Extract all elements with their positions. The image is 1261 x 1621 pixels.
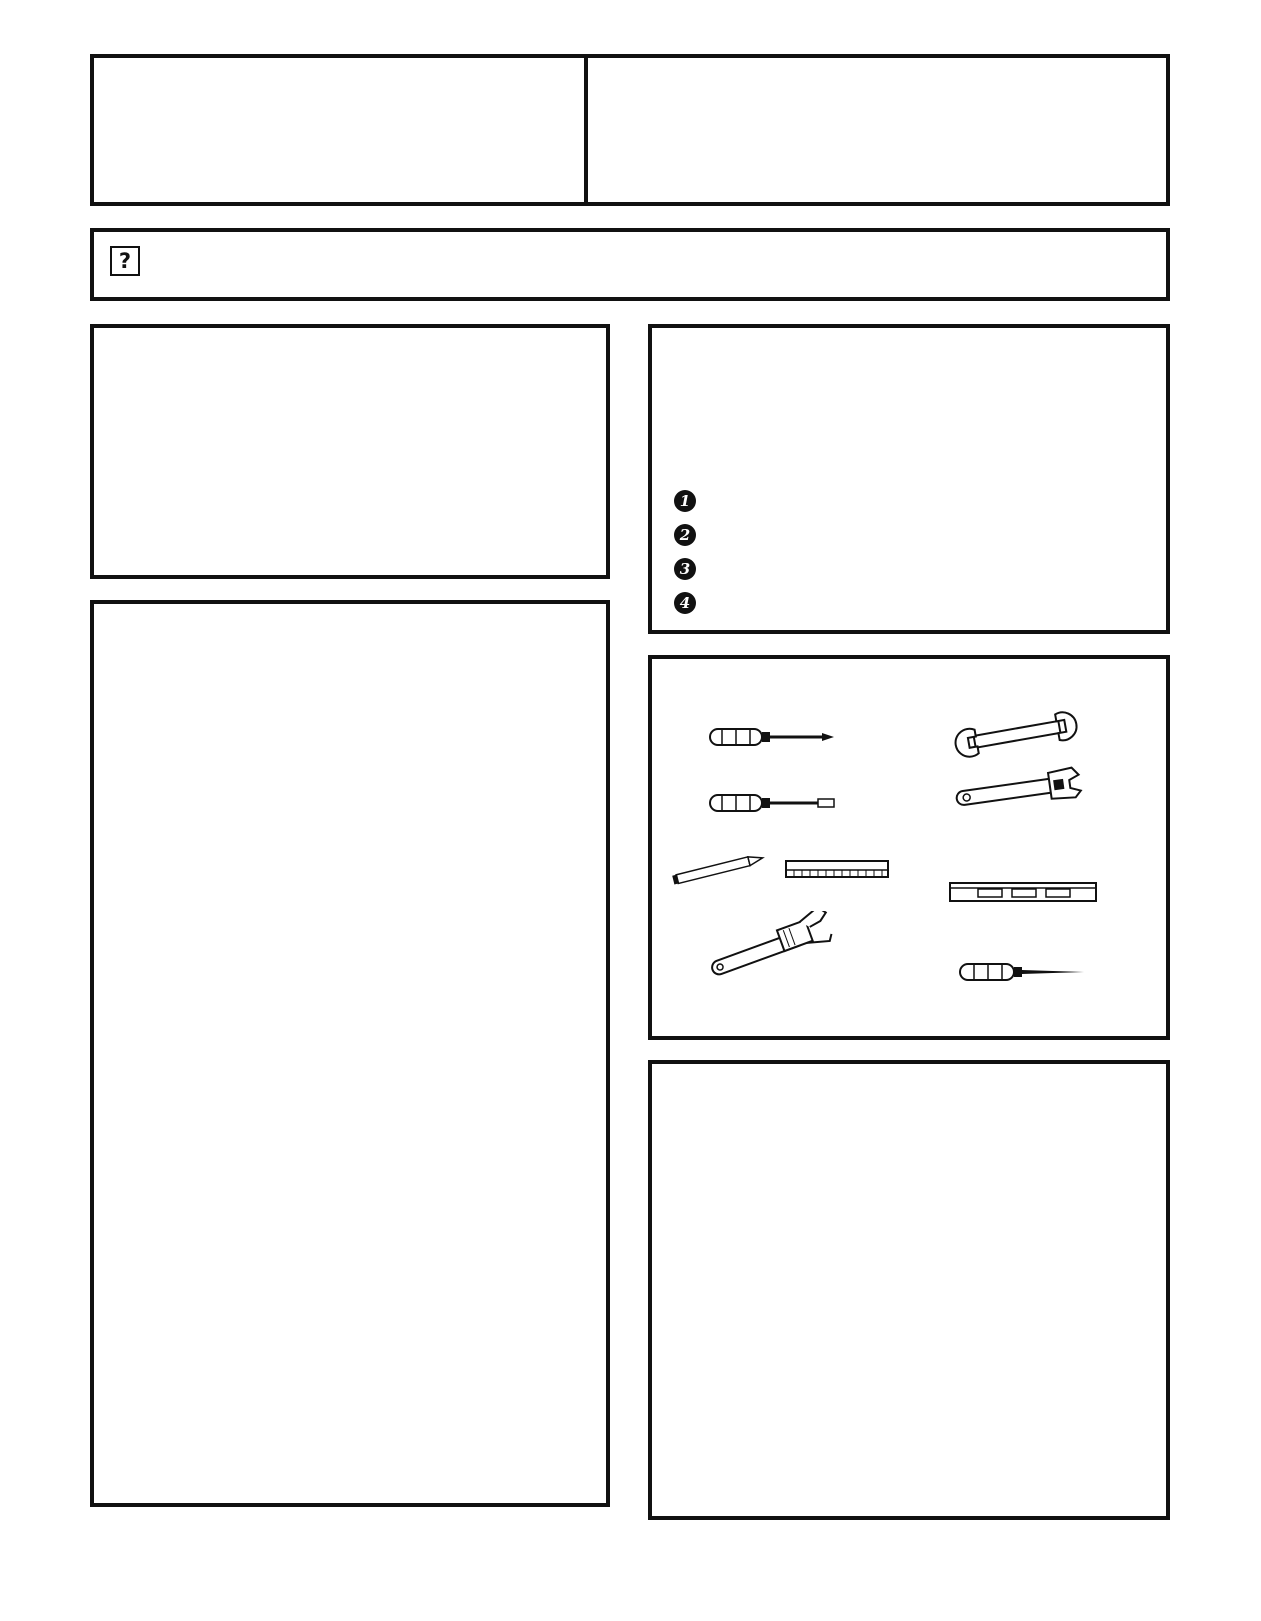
- pencil-icon: [670, 849, 770, 889]
- pipe-wrench-icon: [702, 911, 842, 981]
- questions-bar: [90, 228, 1170, 301]
- tools-panel: [648, 655, 1170, 1040]
- header-left-panel: [90, 54, 588, 206]
- awl-icon: [958, 959, 1088, 985]
- ruler-icon: [784, 859, 892, 881]
- open-end-wrench-icon: [954, 709, 1084, 759]
- step-2-icon: 2: [674, 524, 696, 546]
- step-3-icon: 3: [674, 558, 696, 580]
- flat-screwdriver-icon: [708, 789, 838, 817]
- step-1-icon: 1: [674, 490, 696, 512]
- level-icon: [948, 877, 1098, 905]
- steps-panel: [648, 324, 1170, 634]
- phillips-screwdriver-icon: [708, 723, 838, 751]
- right-bottom-panel: [648, 1060, 1170, 1520]
- left-main-panel: [90, 600, 610, 1507]
- left-top-panel: [90, 324, 610, 579]
- question-icon: ?: [110, 246, 140, 276]
- adjustable-wrench-icon: [950, 765, 1090, 813]
- header-right-panel: [584, 54, 1170, 206]
- step-4-icon: 4: [674, 592, 696, 614]
